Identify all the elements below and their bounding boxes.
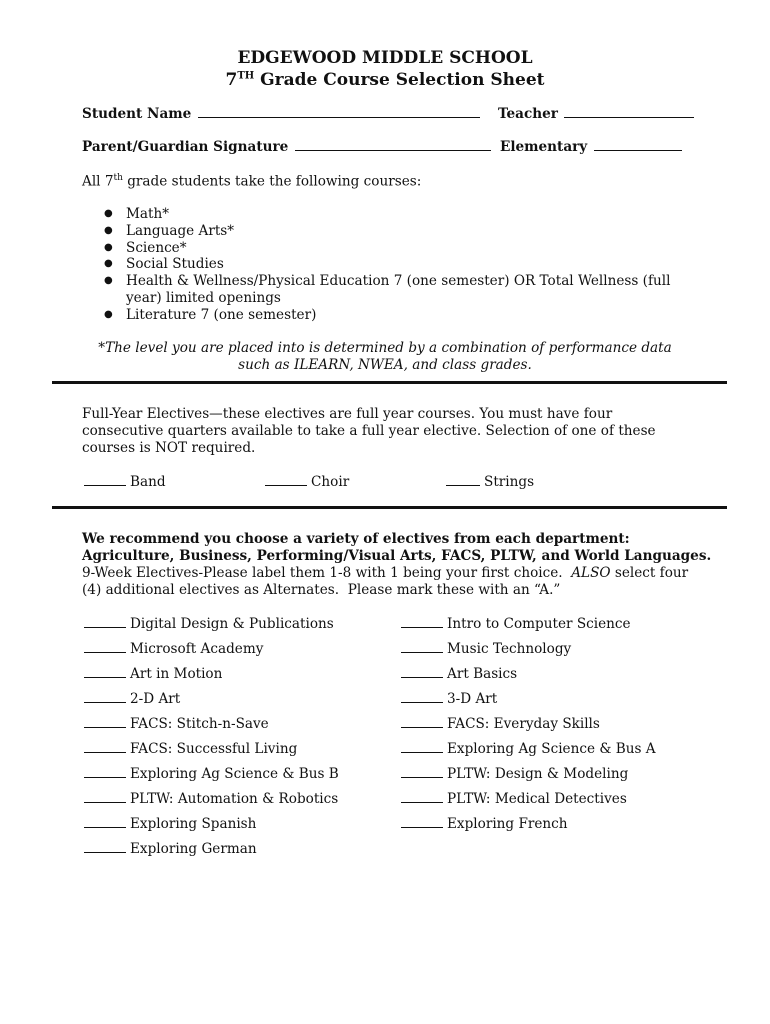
elective-option[interactable] — [82, 741, 297, 757]
elective-label: PLTW: Design & Modeling — [447, 766, 629, 782]
selection-blank[interactable] — [446, 474, 480, 486]
intro-text — [82, 173, 421, 190]
selection-blank[interactable] — [84, 641, 126, 653]
sheet-title-text: Grade Course Selection Sheet — [254, 70, 545, 90]
elective-label: Exploring German — [130, 841, 257, 857]
selection-blank[interactable] — [84, 474, 126, 486]
elective-option[interactable] — [399, 666, 517, 682]
full-year-option-choir[interactable] — [263, 474, 349, 490]
elective-label: Art Basics — [447, 666, 518, 682]
sheet-title — [0, 70, 770, 90]
elective-option[interactable] — [399, 716, 600, 732]
selection-blank[interactable] — [401, 666, 443, 678]
list-item: ● Social Studies — [104, 256, 684, 273]
full-year-line: Full-Year Electives—these electives are full year courses. You must have four — [82, 406, 613, 422]
elective-label: Music Technology — [447, 641, 572, 657]
selection-blank[interactable] — [84, 716, 126, 728]
elective-option[interactable] — [82, 616, 334, 632]
elective-option[interactable] — [82, 766, 339, 782]
elective-option[interactable] — [399, 791, 627, 807]
grade-superscript: TH — [237, 70, 255, 82]
school-name: EDGEWOOD MIDDLE SCHOOL — [237, 48, 533, 68]
elective-label: 3-D Art — [447, 691, 498, 707]
selection-blank[interactable] — [401, 691, 443, 703]
full-year-option-strings[interactable] — [444, 474, 534, 490]
elective-option[interactable] — [399, 766, 628, 782]
elective-option[interactable] — [82, 691, 180, 707]
selection-blank[interactable] — [84, 816, 126, 828]
instruction-emphasis: ALSO — [571, 565, 611, 581]
list-item: ● Math* — [104, 206, 684, 223]
elective-label: PLTW: Medical Detectives — [447, 791, 627, 807]
selection-blank[interactable] — [265, 474, 307, 486]
selection-blank[interactable] — [84, 766, 126, 778]
elective-label: Digital Design & Publications — [130, 616, 334, 632]
intro-sup: th — [113, 173, 123, 183]
elementary-field[interactable] — [594, 139, 682, 151]
elective-label: FACS: Successful Living — [130, 741, 298, 757]
elective-label: Microsoft Academy — [130, 641, 264, 657]
elective-option[interactable] — [82, 791, 338, 807]
elective-option[interactable] — [399, 641, 571, 657]
elective-option[interactable] — [399, 741, 656, 757]
elective-option[interactable] — [82, 816, 256, 832]
elective-label: Exploring French — [447, 816, 568, 832]
selection-blank[interactable] — [84, 741, 126, 753]
selection-blank[interactable] — [401, 766, 443, 778]
nine-week-instructions — [82, 531, 712, 599]
elective-label: Exploring Spanish — [130, 816, 257, 832]
elective-label: Exploring Ag Science & Bus B — [130, 766, 339, 782]
selection-blank[interactable] — [401, 641, 443, 653]
parent-info-row — [82, 139, 684, 155]
elective-option[interactable] — [82, 666, 222, 682]
teacher-label: Teacher — [497, 106, 558, 122]
elective-option[interactable] — [82, 841, 257, 857]
list-item: ● Language Arts* — [104, 223, 684, 240]
option-label: Band — [130, 474, 166, 490]
grade-number: 7 — [225, 70, 238, 90]
elective-label: Intro to Computer Science — [447, 616, 631, 632]
list-item: ● Health & Wellness/Physical Education 7 (one semester) OR Total Wellness (full year) limited openings — [104, 273, 684, 307]
elective-option[interactable] — [399, 691, 497, 707]
list-item: ● Literature 7 (one semester) — [104, 307, 684, 324]
required-course-list — [104, 206, 684, 324]
selection-blank[interactable] — [84, 691, 126, 703]
selection-blank[interactable] — [84, 841, 126, 853]
teacher-field[interactable] — [564, 106, 694, 118]
section-divider — [52, 506, 727, 509]
instruction-text: 9-Week Electives-Please label them 1-8 with 1 being your first choice. — [82, 565, 572, 581]
elective-label: FACS: Stitch-n-Save — [130, 716, 269, 732]
elective-option[interactable] — [82, 716, 269, 732]
selection-blank[interactable] — [84, 616, 126, 628]
elective-label: Exploring Ag Science & Bus A — [447, 741, 656, 757]
section-divider — [52, 381, 727, 384]
elementary-label: Elementary — [499, 139, 588, 155]
intro-prefix: All 7 — [82, 173, 114, 190]
full-year-line: consecutive quarters available to take a full year elective. Selection of one of these — [82, 423, 656, 439]
selection-blank[interactable] — [84, 666, 126, 678]
instruction-line — [82, 565, 692, 582]
student-name-label: Student Name — [82, 106, 192, 122]
parent-signature-field[interactable] — [295, 139, 491, 151]
full-year-description — [82, 406, 682, 457]
student-info-row — [82, 106, 696, 122]
elective-label: 2-D Art — [130, 691, 181, 707]
full-year-option-band[interactable] — [82, 474, 166, 490]
elective-label: FACS: Everyday Skills — [447, 716, 600, 732]
placement-note: *The level you are placed into is determined by a combination of performance data such as ILEARN, NWEA, and class grades. — [98, 340, 672, 373]
selection-blank[interactable] — [401, 741, 443, 753]
elective-option[interactable] — [399, 616, 631, 632]
student-name-field[interactable] — [198, 106, 480, 118]
selection-blank[interactable] — [401, 616, 443, 628]
selection-blank[interactable] — [401, 791, 443, 803]
option-label: Choir — [311, 474, 350, 490]
instruction-line: (4) additional electives as Alternates. Please mark these with an “A.” — [82, 582, 561, 598]
elective-option[interactable] — [399, 816, 568, 832]
elective-label: Art in Motion — [130, 666, 223, 682]
recommendation-line: Agriculture, Business, Performing/Visual Arts, FACS, PLTW, and World Languages. — [82, 548, 712, 564]
option-label: Strings — [484, 474, 535, 490]
selection-blank[interactable] — [401, 816, 443, 828]
parent-signature-label: Parent/Guardian Signature — [82, 139, 289, 155]
instruction-text: select four — [610, 565, 689, 581]
list-item: ● Science* — [104, 240, 684, 257]
selection-blank[interactable] — [401, 716, 443, 728]
selection-blank[interactable] — [84, 791, 126, 803]
elective-label: PLTW: Automation & Robotics — [130, 791, 339, 807]
intro-suffix: grade students take the following courses: — [122, 173, 422, 190]
full-year-line: courses is NOT required. — [82, 440, 256, 456]
elective-option[interactable] — [82, 641, 263, 657]
recommendation-line: We recommend you choose a variety of electives from each department: — [82, 531, 630, 547]
